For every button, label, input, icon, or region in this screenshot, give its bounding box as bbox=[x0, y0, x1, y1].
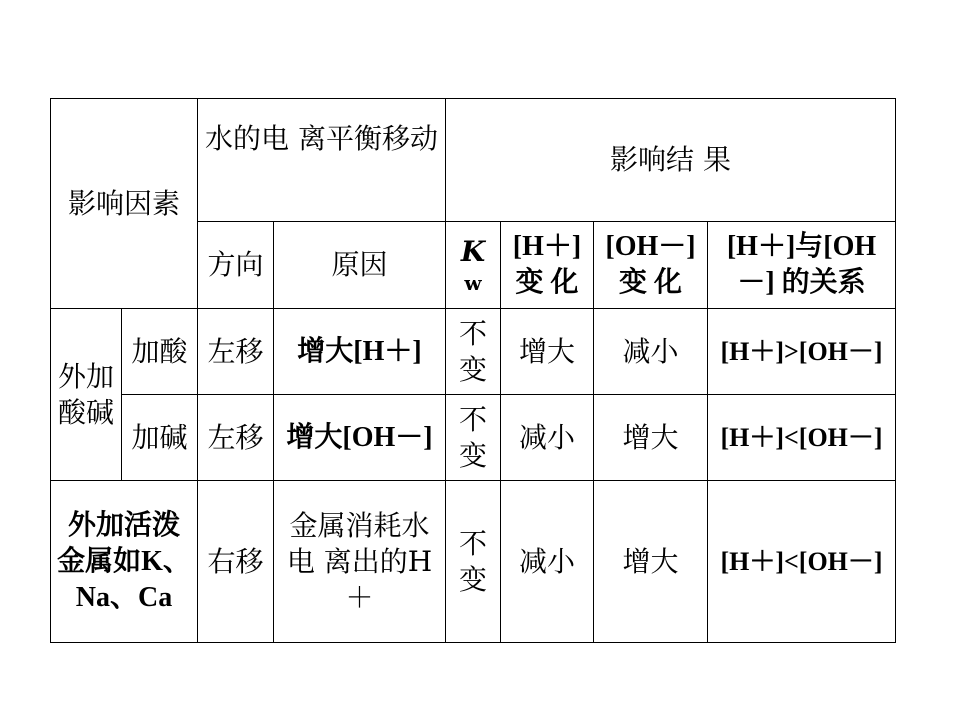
row-acid-sub: 加酸 bbox=[122, 309, 198, 395]
row-acid-direction: 左移 bbox=[198, 309, 274, 395]
group-add-acid-base: 外加酸碱 bbox=[51, 309, 122, 481]
header-kw bbox=[446, 222, 501, 309]
row-acid-reason: 增大[H＋] bbox=[274, 309, 446, 395]
kw-w-label: w bbox=[464, 271, 482, 295]
row-acid-kw: 不变 bbox=[446, 309, 501, 395]
header-relation: [H＋]与[OH－] 的关系 bbox=[708, 222, 896, 309]
row-metal-reason: 金属消耗水电 离出的H＋ bbox=[274, 481, 446, 643]
row-metal-oh: 增大 bbox=[594, 481, 708, 643]
row-base-direction: 左移 bbox=[198, 395, 274, 481]
ionization-table bbox=[50, 98, 896, 643]
row-metal-direction: 右移 bbox=[198, 481, 274, 643]
header-shift-continued bbox=[198, 179, 446, 222]
row-base-sub: 加碱 bbox=[122, 395, 198, 481]
row-acid-h: 增大 bbox=[501, 309, 594, 395]
row-acid-oh: 减小 bbox=[594, 309, 708, 395]
row-base-relation: [H＋]<[OH－] bbox=[708, 395, 896, 481]
row-base-kw: 不变 bbox=[446, 395, 501, 481]
row-acid-relation: [H＋]>[OH－] bbox=[708, 309, 896, 395]
row-metal-kw: 不变 bbox=[446, 481, 501, 643]
row-metal-relation: [H＋]<[OH－] bbox=[708, 481, 896, 643]
row-metal-factor: 外加活泼 金属如K、Na、Ca bbox=[51, 481, 198, 643]
header-reason: 原因 bbox=[274, 222, 446, 309]
row-base-h: 减小 bbox=[501, 395, 594, 481]
header-result: 影响结 果 bbox=[446, 99, 896, 222]
row-base-oh: 增大 bbox=[594, 395, 708, 481]
header-direction: 方向 bbox=[198, 222, 274, 309]
row-metal-h: 减小 bbox=[501, 481, 594, 643]
row-base-reason: 增大[OH－] bbox=[274, 395, 446, 481]
header-factor: 影响因素 bbox=[51, 99, 198, 309]
header-h-change: [H＋]变 化 bbox=[501, 222, 594, 309]
header-shift: 水的电 离平衡移动 bbox=[198, 99, 446, 179]
header-oh-change: [OH－]变 化 bbox=[594, 222, 708, 309]
kw-k-label: K bbox=[460, 235, 486, 268]
